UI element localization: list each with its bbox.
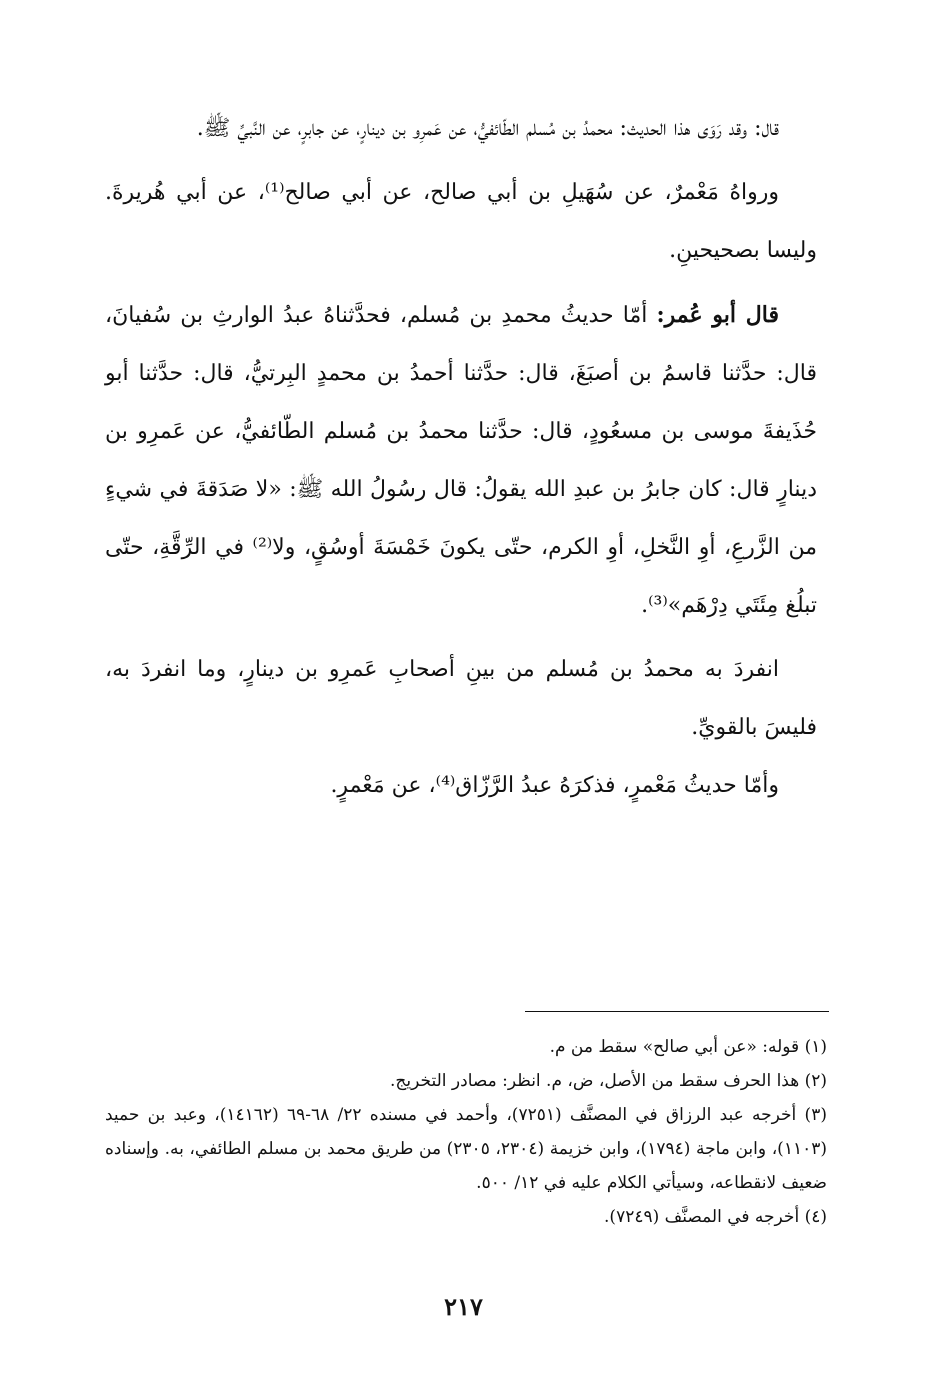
- page-number: ٢١٧: [444, 1292, 483, 1321]
- paragraph-4: انفردَ به محمدُ بن مُسلم من بينِ أصحابِ عَمرِو بن دينارٍ، وما انفردَ به، فليسَ بالقويِّ.: [105, 657, 817, 740]
- footnote-4: (٤) أخرجه في المصنَّف (٧٢٤٩).: [604, 1207, 827, 1227]
- footnotes: [105, 1030, 827, 1234]
- paragraph-5: وأمّا حديثُ مَعْمرٍ، فذكرَهُ عبدُ الرَّزّاق⁽⁴⁾، عن مَعْمرٍ.: [330, 773, 779, 798]
- footnote-3: (٣) أخرجه عبد الرزاق في المصنَّف (٧٢٥١)، وأحمد في مسنده ٢٢/ ٦٨-٦٩ (١٤١٦٢)، وعبد بن حميد (١١٠٣)، وابن ماجة (١٧٩٤)، وابن خزيمة (٢٣٠٤، ٢٣٠٥) من طريق محمد بن مسلم الطائفي، به. وإسناده ضعيف لانقطاعه، وسيأتي الكلام عليه في ١٢/ ٥٠٠.: [105, 1105, 827, 1193]
- paragraph-3: [105, 286, 817, 635]
- footnote-2: (٢) هذا الحرف سقط من الأصل، ض، م. انظر: مصادر التخريج.: [390, 1071, 827, 1091]
- footnote-divider: [525, 1011, 829, 1012]
- paragraph-1: قال: وقد رَوَى هذا الحديث: محمدُ بن مُسلم الطّائفيُّ، عن عَمرِو بن دينارٍ، عن جابرٍ، عن النَّبيِّ ﷺ.: [196, 116, 779, 141]
- footnote-1: (١) قوله: «عن أبي صالح» سقط من م.: [549, 1037, 827, 1057]
- paragraph-2: ورواهُ مَعْمرٌ، عن سُهَيلِ بن أبي صالح، عن أبي صالح⁽¹⁾، عن أبي هُريرةَ. وليسا بصحيحينِ.: [105, 180, 817, 263]
- paragraph-3-text: أمّا حديثُ محمدِ بن مُسلم، فحدَّثناهُ عبدُ الوارثِ بن سُفيانَ، قال: حدَّثنا قاسمُ بن أصبَغَ، قال: حدَّثنا أحمدُ بن محمدٍ البِرتيُّ، قال: حدَّثنا أبو حُذَيفةَ موسى بن مسعُودٍ، قال: حدَّثنا محمدُ بن مُسلم الطّائفيُّ، عن عَمرِو بن دينارٍ قال: كان جابرُ بن عبدِ الله يقولُ: قال رسُولُ الله ﷺ: «لا صَدَقةَ في شيءٍ من الزَّرعِ، أوِ النَّخلِ، أوِ الكرم، حتّى يكونَ خَمْسَةَ أوسُقٍ، ولا⁽²⁾ في الرِّقَّةِ، حتّى تبلُغ مِئَتَي دِرْهَم»⁽³⁾.: [105, 303, 817, 618]
- speaker-heading: قال أبو عُمر:: [656, 302, 779, 328]
- main-text: [105, 100, 817, 815]
